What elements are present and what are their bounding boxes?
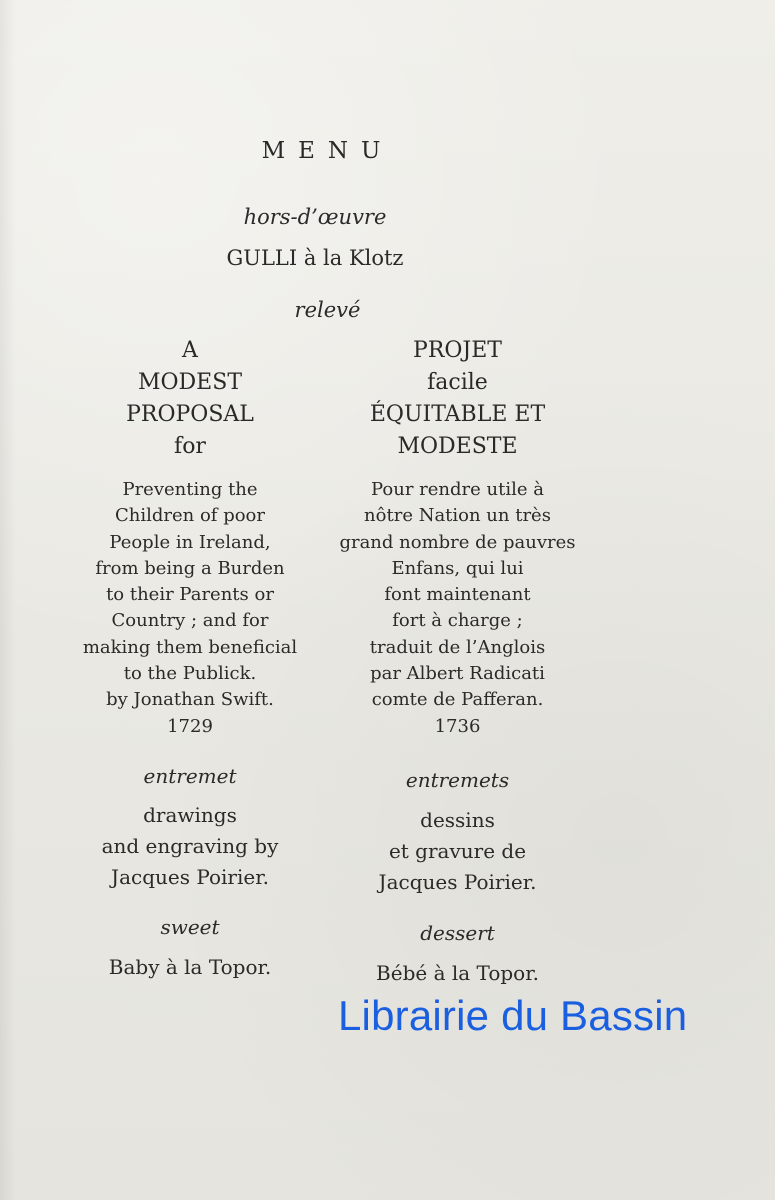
left-body-line: Children of poor xyxy=(115,505,265,527)
hors-doeuvre-label: hors-d’œuvre xyxy=(243,205,387,229)
right-heading-line: MODESTE xyxy=(397,434,518,459)
entremet-label: entremet xyxy=(143,764,237,788)
right-body-line: nôtre Nation un très xyxy=(364,505,551,527)
right-heading-line: facile xyxy=(427,370,488,395)
right-heading-line: ÉQUITABLE ET xyxy=(369,402,546,427)
bookseller-watermark: Librairie du Bassin xyxy=(338,992,688,1039)
left-heading-line: for xyxy=(174,434,206,459)
entremet-lines xyxy=(70,800,310,893)
entremets-line: dessins xyxy=(420,808,495,832)
entremets-label: entremets xyxy=(405,768,510,792)
left-heading-line: PROPOSAL xyxy=(126,402,254,427)
entremet-line: drawings xyxy=(143,803,237,827)
left-body-line: making them beneficial xyxy=(82,636,298,658)
right-body xyxy=(320,477,595,740)
right-body-line: fort à charge ; xyxy=(392,610,523,632)
left-body-line: by Jonathan Swift. xyxy=(106,689,274,711)
left-body-line: to the Publick. xyxy=(123,663,257,685)
left-body-line: People in Ireland, xyxy=(109,531,271,553)
right-body-line: grand nombre de pauvres xyxy=(339,531,576,553)
left-body-line: Preventing the xyxy=(122,479,258,500)
entremet-line: and engraving by xyxy=(101,834,279,858)
right-body-line: par Albert Radicati xyxy=(370,663,545,685)
right-body-line: Enfans, qui lui xyxy=(391,557,524,579)
right-body-line: font maintenant xyxy=(384,584,531,606)
right-body-line: comte de Pafferan. xyxy=(371,689,544,711)
menu-title: MENU xyxy=(261,138,394,164)
left-body-line: Country ; and for xyxy=(111,610,269,632)
right-body-line: traduit de l’Anglois xyxy=(369,636,546,658)
entremets-lines xyxy=(320,805,595,898)
entremets-line: Jacques Poirier. xyxy=(378,870,537,894)
releve-label: relevé xyxy=(294,298,361,322)
left-body xyxy=(70,477,310,740)
entremets-line: et gravure de xyxy=(388,839,527,863)
hors-doeuvre-item: GULLI à la Klotz xyxy=(226,246,404,270)
right-body-line: 1736 xyxy=(434,715,481,737)
right-heading xyxy=(320,335,595,463)
left-body-line: to their Parents or xyxy=(106,584,274,606)
dessert-label: dessert xyxy=(420,921,495,945)
entremet-line: Jacques Poirier. xyxy=(111,865,269,889)
sweet-label: sweet xyxy=(160,915,220,939)
sweet-line: Baby à la Topor. xyxy=(108,955,272,979)
left-heading xyxy=(70,335,310,463)
left-heading-line: A xyxy=(182,338,198,363)
left-body-line: from being a Burden xyxy=(95,557,285,579)
left-heading-line: MODEST xyxy=(137,370,242,395)
left-body-line: 1729 xyxy=(167,715,213,737)
right-heading-line: PROJET xyxy=(413,338,502,363)
right-body-line: Pour rendre utile à xyxy=(371,479,544,500)
dessert-line: Bébé à la Topor. xyxy=(376,961,539,985)
